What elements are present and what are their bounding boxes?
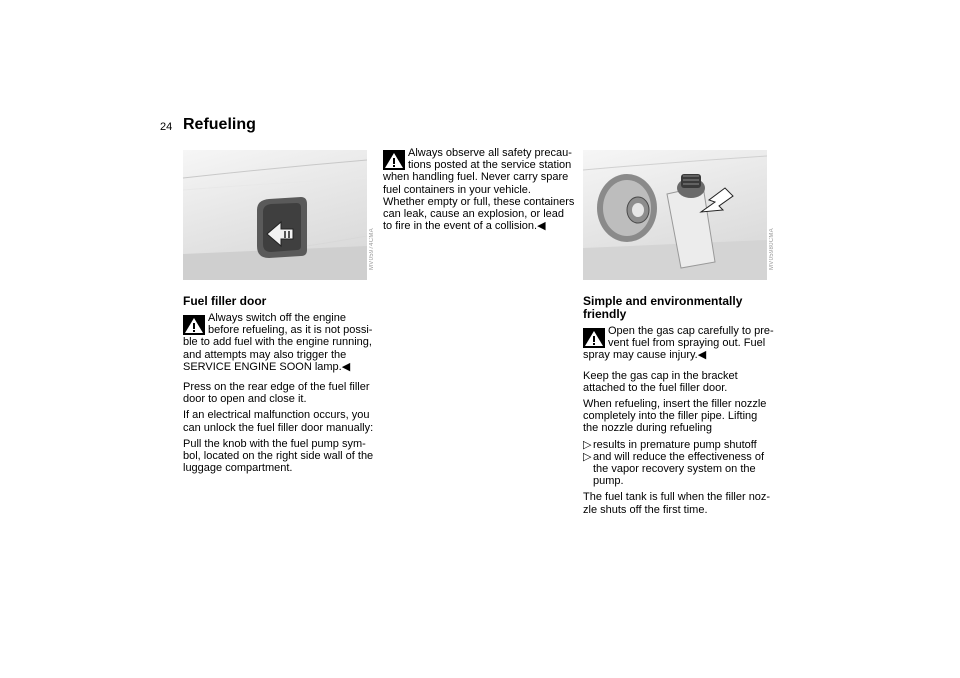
paragraph: Pull the knob with the fuel pump sym-bol, located on the right side wall of the luggage compartment. [183, 437, 374, 475]
warning-text-body: when handling fuel. Never carry spare fuel containers in your vehicle. Whether empty or full, these containers can leak, cause an explosion, or lead to fire in the event of a collision. [383, 171, 575, 233]
bullet-list [583, 439, 775, 488]
end-mark-icon: ◀ [697, 349, 707, 362]
warning-block [183, 312, 375, 373]
list-item [583, 439, 775, 451]
warning-text-rest [583, 349, 775, 361]
warning-triangle-icon [183, 315, 205, 335]
list-item-text: and will reduce the effectiveness of the vapor recovery system on the pump. [593, 450, 765, 488]
page-number: 24 [160, 121, 173, 133]
warning-triangle-icon [383, 150, 405, 170]
paragraph: If an electrical malfunction occurs, you can unlock the fuel filler door manually: [183, 409, 374, 434]
environment-heading: Simple and environmentally friendly [583, 294, 743, 321]
paragraph: Keep the gas cap in the bracket attached to the fuel filler door. [583, 369, 738, 394]
warning-block [583, 325, 775, 362]
paragraph: When refueling, insert the filler nozzle completely into the filler pipe. Lifting the nozzle during refueling [583, 398, 767, 435]
warning-text-rest [383, 171, 575, 232]
paragraph: The fuel tank is full when the filler noz-zle shuts off the first time. [583, 491, 771, 516]
end-mark-icon: ◀ [537, 220, 546, 233]
bullet-triangle-icon: ▷ [583, 438, 592, 451]
warning-block [383, 147, 575, 232]
fuel-filler-door-heading: Fuel filler door [183, 294, 267, 308]
warning-text-line-1: Always observe all safety precau- [408, 147, 572, 159]
warning-text-line-1: Always switch off the engine [208, 312, 346, 324]
list-item-text: results in premature pump shutoff [593, 438, 757, 451]
left-column [183, 295, 375, 478]
list-item [583, 451, 775, 488]
warning-text-line-2: tions posted at the service station [408, 159, 572, 172]
section-title: Refueling [183, 116, 256, 133]
gas-cap-photo [583, 150, 775, 280]
fuel-filler-door-illustration [183, 150, 367, 280]
image-code: MV05974CMA [369, 228, 375, 271]
warning-text-line-2: before refueling, as it is not possi- [208, 324, 373, 337]
right-column [583, 295, 775, 520]
end-mark-icon: ◀ [341, 360, 351, 373]
warning-triangle-icon [583, 328, 605, 348]
fuel-filler-door-photo [183, 150, 375, 280]
middle-column [383, 147, 575, 240]
warning-text-body: spray may cause injury. [583, 349, 698, 362]
warning-text-line-2: vent fuel from spraying out. Fuel [608, 337, 766, 350]
paragraph: Press on the rear edge of the fuel filler door to open and close it. [183, 381, 370, 406]
warning-text-line-1: Open the gas cap carefully to pre- [608, 325, 774, 337]
warning-text-body: ble to add fuel with the engine running, and attempts may also trigger the SERVICE ENGINE SOON lamp. [183, 336, 372, 373]
bullet-triangle-icon: ▷ [583, 450, 592, 463]
image-code: MV05980CMA [769, 228, 775, 271]
warning-text-rest [183, 336, 375, 373]
gas-cap-illustration [583, 150, 767, 280]
